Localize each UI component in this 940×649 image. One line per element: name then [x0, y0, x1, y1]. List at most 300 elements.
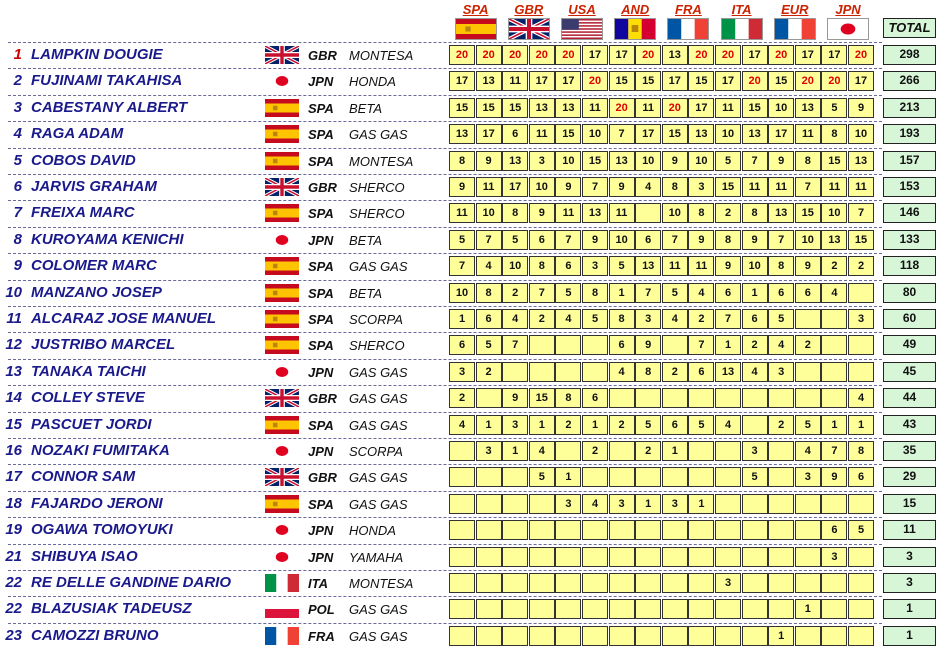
- score-cell: [662, 520, 688, 540]
- score-cell: [476, 388, 502, 408]
- spain-flag-icon: [265, 204, 299, 222]
- score-cell: 9: [768, 151, 794, 171]
- score-cell: 7: [848, 203, 874, 223]
- score-cell: 4: [768, 335, 794, 355]
- score-cell: [715, 494, 741, 514]
- rider-bike: SHERCO: [349, 180, 405, 195]
- score-cell: [715, 626, 741, 646]
- score-cell: 4: [555, 309, 581, 329]
- score-cell: 20: [449, 45, 475, 65]
- score-cell: [502, 520, 528, 540]
- score-cell: 13: [449, 124, 475, 144]
- score-cell: [609, 599, 635, 619]
- score-cell: [555, 547, 581, 567]
- rider-nationality: GBR: [308, 391, 337, 407]
- score-cell: 13: [688, 124, 714, 144]
- score-cell: [688, 626, 714, 646]
- score-cell: [502, 599, 528, 619]
- score-cell: 5: [688, 415, 714, 435]
- score-cell: 20: [715, 45, 741, 65]
- score-cell: 2: [688, 309, 714, 329]
- score-cell: [848, 626, 874, 646]
- spain-flag-icon: [265, 284, 299, 302]
- score-cell: 6: [555, 256, 581, 276]
- rider-position: 18: [5, 494, 22, 512]
- total-cell: 1: [883, 626, 936, 646]
- score-cell: 17: [848, 71, 874, 91]
- total-header: TOTAL: [883, 18, 936, 38]
- rider-bike: BETA: [349, 285, 382, 301]
- score-cell: [768, 599, 794, 619]
- uk-flag-icon: [265, 178, 299, 196]
- score-cell: 20: [476, 45, 502, 65]
- score-cell: [609, 467, 635, 487]
- score-cell: [662, 626, 688, 646]
- uk-flag-icon: [265, 468, 299, 486]
- score-cell: 9: [848, 98, 874, 118]
- score-cell: 2: [662, 362, 688, 382]
- score-cell: [795, 309, 821, 329]
- score-cell: 8: [449, 151, 475, 171]
- rider-position: 22: [5, 574, 22, 591]
- score-cell: 8: [662, 177, 688, 197]
- spain-flag-icon: [265, 495, 299, 513]
- score-cell: 1: [529, 415, 555, 435]
- score-cell: 15: [715, 177, 741, 197]
- score-cell: 13: [502, 151, 528, 171]
- table-row: [0, 464, 940, 490]
- rider-nationality: FRA: [308, 628, 335, 644]
- score-cell: [821, 599, 847, 619]
- rider-nationality: POL: [308, 602, 335, 618]
- table-row: [0, 280, 940, 306]
- rider-name: BLAZUSIAK TADEUSZ: [31, 600, 192, 618]
- score-cell: 2: [609, 415, 635, 435]
- score-cell: 1: [768, 626, 794, 646]
- score-cell: 15: [795, 203, 821, 223]
- japan-flag-icon: [265, 231, 299, 249]
- rider-bike: MONTESA: [349, 576, 414, 591]
- rider-nationality: JPN: [308, 444, 334, 459]
- score-cell: 15: [502, 98, 528, 118]
- score-cell: 11: [476, 177, 502, 197]
- score-cell: 11: [848, 177, 874, 197]
- france-flag-icon: [667, 18, 709, 40]
- rider-bike: GAS GAS: [349, 364, 408, 380]
- total-cell: 35: [883, 441, 936, 461]
- rider-nationality: SPA: [308, 338, 334, 354]
- rider-position: 1: [13, 46, 22, 63]
- score-cell: 7: [476, 230, 502, 250]
- uk-flag-icon: [265, 389, 299, 407]
- rider-nationality: GBR: [308, 180, 337, 195]
- score-cell: 2: [529, 309, 555, 329]
- score-cell: [715, 599, 741, 619]
- score-cell: 8: [768, 256, 794, 276]
- score-cell: 9: [795, 256, 821, 276]
- score-cell: 17: [476, 124, 502, 144]
- score-cell: 15: [635, 71, 661, 91]
- rider-nationality: GBR: [308, 48, 337, 63]
- score-cell: 3: [582, 256, 608, 276]
- table-row: [0, 42, 940, 68]
- rider-bike: HONDA: [349, 74, 396, 90]
- score-cell: 2: [742, 335, 768, 355]
- rider-position: 22: [5, 600, 22, 618]
- score-cell: 20: [821, 71, 847, 91]
- score-cell: 5: [635, 415, 661, 435]
- score-cell: [688, 388, 714, 408]
- score-cell: [821, 626, 847, 646]
- europe-flag-icon: [774, 18, 816, 40]
- score-cell: 7: [555, 230, 581, 250]
- rider-nationality: JPN: [308, 549, 334, 565]
- score-cell: 11: [662, 256, 688, 276]
- score-cell: 2: [848, 256, 874, 276]
- score-cell: 15: [449, 98, 475, 118]
- score-cell: [742, 573, 768, 593]
- score-cell: 17: [742, 45, 768, 65]
- score-cell: 17: [768, 124, 794, 144]
- score-cell: [795, 626, 821, 646]
- score-cell: 9: [449, 177, 475, 197]
- japan-flag-icon: [265, 442, 299, 460]
- italy-flag-icon: [721, 18, 763, 40]
- score-cell: [662, 547, 688, 567]
- total-cell: 118: [883, 256, 936, 276]
- total-cell: 3: [883, 573, 936, 593]
- score-cell: 5: [715, 151, 741, 171]
- total-cell: 153: [883, 177, 936, 197]
- score-cell: [688, 547, 714, 567]
- score-cell: 17: [688, 98, 714, 118]
- score-cell: [476, 494, 502, 514]
- score-cell: 7: [502, 335, 528, 355]
- score-cell: [529, 520, 555, 540]
- score-cell: [609, 547, 635, 567]
- rider-position: 8: [13, 230, 22, 248]
- score-cell: 8: [848, 441, 874, 461]
- score-cell: 6: [848, 467, 874, 487]
- total-cell: 49: [883, 335, 936, 355]
- score-cell: [821, 335, 847, 355]
- score-cell: 10: [768, 98, 794, 118]
- score-cell: 20: [848, 45, 874, 65]
- total-cell: 1: [883, 599, 936, 619]
- total-cell: 3: [883, 547, 936, 567]
- score-cell: 10: [821, 203, 847, 223]
- total-cell: 213: [883, 98, 936, 118]
- score-cell: 6: [742, 309, 768, 329]
- table-row: [0, 121, 940, 147]
- score-cell: 9: [582, 230, 608, 250]
- score-cell: 6: [529, 230, 555, 250]
- score-cell: [768, 441, 794, 461]
- table-row: [0, 412, 940, 438]
- score-cell: 3: [848, 309, 874, 329]
- score-cell: 3: [635, 309, 661, 329]
- score-cell: [821, 388, 847, 408]
- spain-flag-icon: [265, 416, 299, 434]
- table-row: [0, 570, 940, 596]
- score-cell: 2: [502, 283, 528, 303]
- score-cell: 1: [502, 441, 528, 461]
- score-cell: 11: [795, 124, 821, 144]
- score-cell: 15: [821, 151, 847, 171]
- score-cell: [742, 626, 768, 646]
- score-cell: [476, 467, 502, 487]
- score-cell: 5: [449, 230, 475, 250]
- score-cell: 13: [609, 151, 635, 171]
- usa-flag-icon: [561, 18, 603, 40]
- rider-name: JUSTRIBO MARCEL: [31, 336, 176, 354]
- total-cell: 133: [883, 230, 936, 250]
- score-cell: [582, 626, 608, 646]
- score-cell: [609, 441, 635, 461]
- score-cell: [449, 494, 475, 514]
- score-cell: 20: [795, 71, 821, 91]
- score-cell: [715, 520, 741, 540]
- rider-name: FAJARDO JERONI: [31, 494, 163, 512]
- rider-bike: SCORPA: [349, 312, 403, 327]
- rider-bike: SHERCO: [349, 338, 405, 354]
- score-cell: 2: [768, 415, 794, 435]
- score-cell: 7: [795, 177, 821, 197]
- rider-position: 9: [13, 257, 22, 275]
- score-cell: 5: [582, 309, 608, 329]
- score-cell: 13: [821, 230, 847, 250]
- score-cell: [795, 520, 821, 540]
- rider-nationality: SPA: [308, 259, 334, 275]
- score-cell: 10: [848, 124, 874, 144]
- score-cell: 10: [662, 203, 688, 223]
- rider-nationality: GBR: [308, 470, 337, 486]
- score-cell: 7: [742, 151, 768, 171]
- uk-flag-icon: [265, 46, 299, 64]
- score-cell: [529, 573, 555, 593]
- event-label-gbr: GBR: [514, 2, 544, 17]
- score-cell: [688, 441, 714, 461]
- rider-position: 17: [5, 468, 22, 486]
- score-cell: [476, 599, 502, 619]
- score-cell: [688, 573, 714, 593]
- spain-flag-icon: [265, 310, 299, 328]
- rider-position: 16: [5, 442, 22, 459]
- rider-position: 5: [13, 151, 22, 169]
- score-cell: [555, 573, 581, 593]
- score-cell: 8: [821, 124, 847, 144]
- score-cell: 11: [768, 177, 794, 197]
- rider-nationality: JPN: [308, 74, 334, 90]
- score-cell: 2: [715, 203, 741, 223]
- rider-bike: SHERCO: [349, 206, 405, 222]
- score-cell: 5: [502, 230, 528, 250]
- score-cell: 7: [662, 230, 688, 250]
- score-cell: 8: [795, 151, 821, 171]
- score-cell: [635, 467, 661, 487]
- total-cell: 266: [883, 71, 936, 91]
- score-cell: [742, 494, 768, 514]
- rider-nationality: ITA: [308, 576, 328, 591]
- rider-name: MANZANO JOSEP: [31, 283, 162, 301]
- score-cell: [582, 335, 608, 355]
- table-row: [0, 623, 940, 649]
- rider-nationality: SPA: [308, 153, 334, 169]
- score-cell: 11: [635, 98, 661, 118]
- rider-name: LAMPKIN DOUGIE: [31, 46, 163, 63]
- event-label-jpn: JPN: [835, 2, 861, 17]
- score-cell: 13: [742, 124, 768, 144]
- score-cell: [449, 573, 475, 593]
- score-cell: [635, 626, 661, 646]
- score-cell: 9: [715, 256, 741, 276]
- score-cell: 15: [609, 71, 635, 91]
- score-cell: 6: [609, 335, 635, 355]
- table-row: [0, 174, 940, 200]
- score-cell: 9: [502, 388, 528, 408]
- score-cell: [609, 573, 635, 593]
- rider-position: 2: [13, 72, 22, 90]
- score-cell: 15: [555, 124, 581, 144]
- score-cell: 1: [848, 415, 874, 435]
- rider-nationality: SPA: [308, 417, 334, 433]
- score-cell: [449, 626, 475, 646]
- score-cell: 5: [795, 415, 821, 435]
- score-cell: 17: [609, 45, 635, 65]
- total-cell: 11: [883, 520, 936, 540]
- score-cell: 4: [635, 177, 661, 197]
- score-cell: 4: [582, 494, 608, 514]
- rider-position: 7: [13, 204, 22, 222]
- score-cell: 5: [529, 467, 555, 487]
- rider-name: CAMOZZI BRUNO: [31, 626, 159, 644]
- score-cell: 15: [688, 71, 714, 91]
- table-row: [0, 359, 940, 385]
- score-cell: 5: [742, 467, 768, 487]
- rider-name: COLLEY STEVE: [31, 389, 145, 407]
- score-cell: 13: [635, 256, 661, 276]
- score-cell: 9: [609, 177, 635, 197]
- rider-bike: BETA: [349, 100, 382, 116]
- table-row: [0, 385, 940, 411]
- score-cell: 6: [449, 335, 475, 355]
- score-cell: [795, 388, 821, 408]
- score-cell: [821, 494, 847, 514]
- score-cell: 11: [742, 177, 768, 197]
- score-cell: 1: [742, 283, 768, 303]
- score-cell: [635, 599, 661, 619]
- score-cell: 17: [582, 45, 608, 65]
- score-cell: [742, 520, 768, 540]
- rider-nationality: SPA: [308, 312, 334, 327]
- score-cell: 2: [821, 256, 847, 276]
- score-cell: 8: [529, 256, 555, 276]
- total-cell: 43: [883, 415, 936, 435]
- score-cell: 11: [715, 98, 741, 118]
- rider-name: PASCUET JORDI: [31, 415, 152, 433]
- score-cell: 13: [582, 203, 608, 223]
- score-cell: 4: [529, 441, 555, 461]
- score-cell: [529, 547, 555, 567]
- score-cell: 4: [688, 283, 714, 303]
- score-cell: 8: [502, 203, 528, 223]
- score-cell: [476, 626, 502, 646]
- rider-bike: YAMAHA: [349, 549, 404, 565]
- rider-name: RAGA ADAM: [31, 125, 124, 143]
- score-cell: 17: [715, 71, 741, 91]
- score-cell: 8: [715, 230, 741, 250]
- score-cell: [848, 362, 874, 382]
- score-cell: [742, 415, 768, 435]
- score-cell: 6: [821, 520, 847, 540]
- score-cell: 4: [502, 309, 528, 329]
- score-cell: 20: [635, 45, 661, 65]
- rider-nationality: JPN: [308, 364, 334, 380]
- score-cell: 6: [502, 124, 528, 144]
- score-cell: 8: [742, 203, 768, 223]
- total-cell: 60: [883, 309, 936, 329]
- rider-position: 11: [6, 310, 22, 327]
- score-cell: 11: [688, 256, 714, 276]
- score-cell: 6: [688, 362, 714, 382]
- table-row: [0, 227, 940, 253]
- score-cell: [795, 547, 821, 567]
- score-cell: [715, 467, 741, 487]
- score-cell: [529, 494, 555, 514]
- score-cell: 9: [555, 177, 581, 197]
- score-cell: 5: [555, 283, 581, 303]
- score-cell: 4: [795, 441, 821, 461]
- score-cell: [582, 467, 608, 487]
- score-cell: [662, 573, 688, 593]
- score-cell: [662, 467, 688, 487]
- event-label-and: AND: [621, 2, 650, 17]
- score-cell: [848, 283, 874, 303]
- score-cell: 10: [476, 203, 502, 223]
- score-cell: 7: [635, 283, 661, 303]
- rider-bike: GAS GAS: [349, 602, 408, 618]
- score-cell: [449, 467, 475, 487]
- score-cell: 2: [582, 441, 608, 461]
- table-row: [0, 253, 940, 279]
- score-cell: [635, 573, 661, 593]
- score-cell: 7: [449, 256, 475, 276]
- score-cell: [795, 494, 821, 514]
- italy-flag-icon: [265, 574, 299, 592]
- score-cell: 11: [582, 98, 608, 118]
- score-cell: 13: [848, 151, 874, 171]
- rider-bike: GAS GAS: [349, 127, 408, 143]
- score-cell: [502, 547, 528, 567]
- score-cell: [742, 599, 768, 619]
- score-cell: [449, 441, 475, 461]
- score-cell: 3: [609, 494, 635, 514]
- score-cell: 3: [821, 547, 847, 567]
- score-cell: 8: [555, 388, 581, 408]
- score-cell: 1: [582, 415, 608, 435]
- spain-flag-icon: [265, 336, 299, 354]
- score-cell: [582, 520, 608, 540]
- score-cell: [768, 388, 794, 408]
- score-cell: [688, 520, 714, 540]
- score-cell: 10: [688, 151, 714, 171]
- score-cell: 6: [582, 388, 608, 408]
- score-cell: [848, 335, 874, 355]
- score-cell: [529, 626, 555, 646]
- spain-flag-icon: [265, 125, 299, 143]
- score-cell: 5: [662, 283, 688, 303]
- table-row: [0, 596, 940, 622]
